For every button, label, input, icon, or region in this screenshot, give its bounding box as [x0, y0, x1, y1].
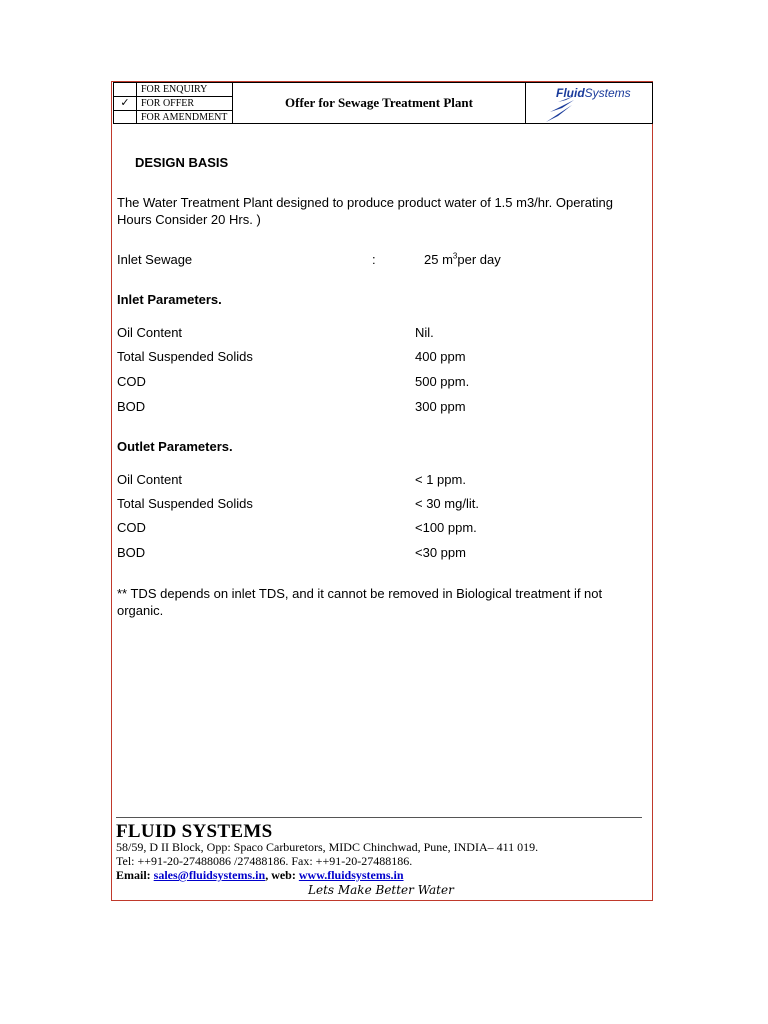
- footer-contact: [116, 868, 404, 882]
- footer-address: 58/59, D II Block, Opp: Spaco Carburetors, MIDC Chinchwad, Pune, INDIA– 411 019.: [116, 840, 539, 854]
- document-title: Offer for Sewage Treatment Plant: [233, 83, 526, 123]
- footer-web-link[interactable]: www.fluidsystems.in: [298, 868, 404, 882]
- logo-brand-regular: Systems: [584, 86, 631, 100]
- outlet-row-label: Total Suspended Solids: [117, 496, 253, 511]
- inlet-sewage-label: Inlet Sewage: [117, 252, 193, 267]
- design-basis-heading: DESIGN BASIS: [135, 155, 229, 170]
- inlet-row-value: Nil.: [415, 325, 434, 340]
- outlet-row-label: BOD: [117, 545, 146, 560]
- inlet-row-value: 400 ppm: [415, 349, 466, 364]
- inlet-sewage-value-suffix: per day: [457, 252, 501, 267]
- inlet-sewage-value-prefix: 25 m: [424, 252, 453, 267]
- option-enquiry: FOR ENQUIRY: [137, 83, 232, 97]
- check-mark-icon: ✓: [114, 97, 136, 111]
- inlet-row-value: 300 ppm: [415, 399, 466, 414]
- check-column: [114, 83, 137, 123]
- footer-company-name: FLUID SYSTEMS: [116, 821, 273, 842]
- option-offer: FOR OFFER: [137, 97, 232, 111]
- outlet-row-label: COD: [117, 520, 146, 535]
- inlet-sewage-value-sup: 3: [452, 251, 458, 261]
- inlet-sewage-separator: :: [372, 252, 376, 267]
- logo-text: [556, 86, 631, 100]
- logo-cell: [526, 83, 652, 123]
- design-basis-description: The Water Treatment Plant designed to produce product water of 1.5 m3/hr. Operating Hours Consider 20 Hrs. ): [117, 195, 613, 227]
- outlet-row-value: < 30 mg/lit.: [415, 496, 479, 511]
- outlet-parameters-heading: Outlet Parameters.: [117, 439, 233, 454]
- document-header: [113, 82, 653, 124]
- inlet-row-label: Oil Content: [117, 325, 183, 340]
- outlet-row-value: <100 ppm.: [415, 520, 477, 535]
- outlet-row-value: <30 ppm: [415, 545, 466, 560]
- footer-divider: [116, 817, 642, 818]
- outlet-row-label: Oil Content: [117, 472, 183, 487]
- option-column: [137, 83, 233, 123]
- inlet-sewage-value: [424, 251, 501, 268]
- check-cell-amendment: [114, 111, 136, 124]
- footer-tagline: Lets Make Better Water: [308, 883, 454, 897]
- footer-phone: Tel: ++91-20-27488086 /27488186. Fax: ++91-20-27488186.: [116, 854, 413, 868]
- tds-note: ** TDS depends on inlet TDS, and it cannot be removed in Biological treatment if not organic.: [117, 586, 603, 618]
- inlet-row-label: Total Suspended Solids: [117, 349, 253, 364]
- outlet-row-value: < 1 ppm.: [415, 472, 466, 487]
- logo-brand-bold: Fluid: [556, 86, 585, 100]
- footer-email-link[interactable]: sales@fluidsystems.in: [153, 868, 266, 882]
- check-cell-enquiry: [114, 83, 136, 97]
- option-amendment: FOR AMENDMENT: [141, 112, 228, 123]
- inlet-parameters-heading: Inlet Parameters.: [117, 292, 222, 307]
- inlet-row-label: COD: [117, 374, 146, 389]
- inlet-row-label: BOD: [117, 399, 146, 414]
- footer-web-label: , web:: [265, 868, 299, 882]
- footer-email-label: Email:: [116, 868, 154, 882]
- inlet-row-value: 500 ppm.: [415, 374, 470, 389]
